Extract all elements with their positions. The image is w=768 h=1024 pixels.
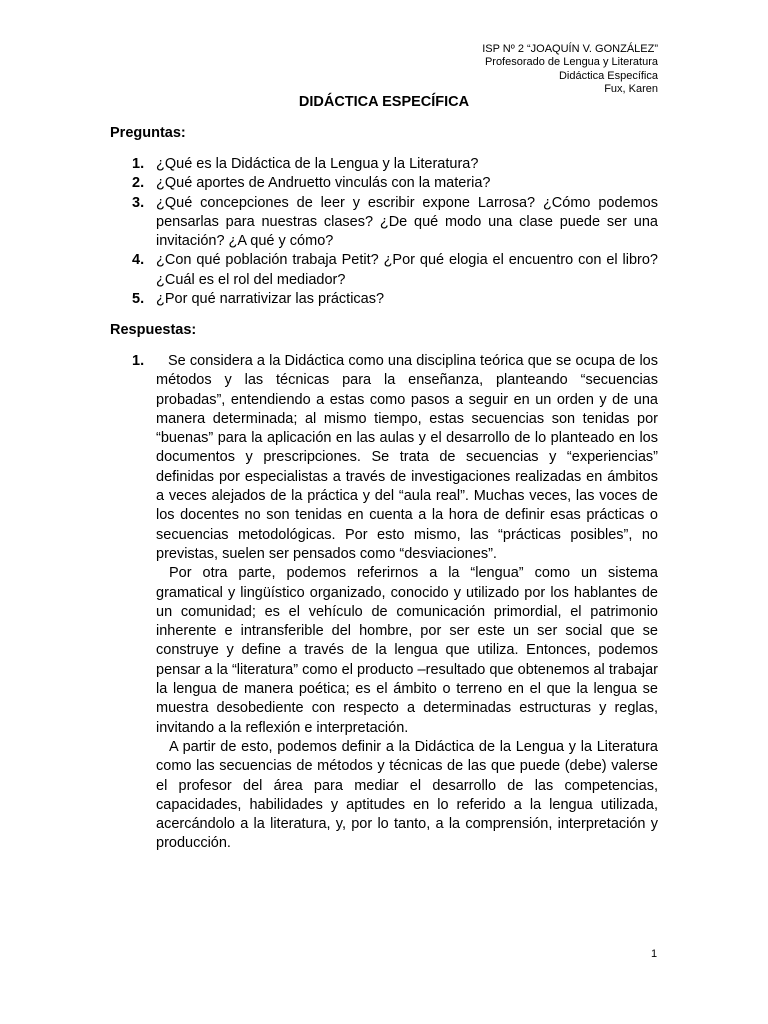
question-number: 5. <box>132 291 145 308</box>
answer-1 <box>110 352 658 854</box>
question-number: 3. <box>132 194 145 211</box>
header-author: Fux, Karen <box>604 82 658 95</box>
question-item <box>110 194 658 252</box>
document-title: DIDÁCTICA ESPECÍFICA <box>298 94 470 110</box>
question-item <box>110 174 658 193</box>
page-number: 1 <box>651 948 658 960</box>
answer-paragraph: Se considera a la Didáctica como una disciplina teórica que se ocupa de los métodos y las técnicas para la enseñanza, planteando “secuencias probadas”, entendiendo a estas como pasos a seguir en un orden y de una manera determinada; al mismo tiempo, estas secuencias son tenidas por “buenas” para la aplicación en las aulas y el desarrollo de lo planteado en los documentos y prescripciones. Se trata de secuencias y “experiencias” definidas por especialistas a través de investigaciones realizadas en ámbitos a veces alejados de la práctica y del “aula real”. Muchas veces, las voces de los docentes no son tenidas en cuenta a la hora de definir esas prácticas o secuencias metodológicas. Por esto mismo, las “prácticas posibles”, no previstas, suelen ser pensados como “desviaciones”. <box>156 353 658 562</box>
preguntas-heading: Preguntas: <box>110 125 186 141</box>
question-number: 4. <box>132 252 145 269</box>
questions-list <box>110 155 658 309</box>
question-number: 1. <box>132 156 145 172</box>
question-number: 2. <box>132 175 145 192</box>
question-text: ¿Qué es la Didáctica de la Lengua y la Literatura? <box>156 156 479 172</box>
question-item <box>110 290 658 309</box>
header-program: Profesorado de Lengua y Literatura <box>484 56 658 69</box>
respuestas-heading: Respuestas: <box>110 322 197 338</box>
document-header <box>482 43 658 96</box>
question-item <box>110 155 658 174</box>
question-text: ¿Qué concepciones de leer y escribir expone Larrosa? ¿Cómo podemos pensarlas para nuestras clases? ¿De qué modo una clase puede ser una invitación? ¿A qué y cómo? <box>156 194 658 250</box>
answer-body <box>156 352 658 854</box>
answer-paragraph: A partir de esto, podemos definir a la Didáctica de la Lengua y la Literatura como las secuencias de métodos y técnicas de las que puede (debe) valerse el profesor del área para mediar el desarrollo de las competencias, capacidades, habilidades y aptitudes en lo referido a la lengua utilizada, acercándolo a la literatura, y, por lo tanto, a la comprensión, interpretación y producción. <box>156 738 658 852</box>
header-subject: Didáctica Específica <box>558 69 658 82</box>
header-institution: ISP Nº 2 “JOAQUÍN V. GONZÁLEZ” <box>482 43 658 55</box>
question-item <box>110 251 658 290</box>
answer-number: 1. <box>132 353 145 369</box>
question-text: ¿Por qué narrativizar las prácticas? <box>156 291 385 308</box>
question-text: ¿Con qué población trabaja Petit? ¿Por qué elogia el encuentro con el libro? ¿Cuál es el rol del mediador? <box>156 252 658 288</box>
answer-paragraph: Por otra parte, podemos referirnos a la “lengua” como un sistema gramatical y lingüístico organizado, conocido y utilizado por los hablantes de un comunidad; es el vehículo de comunicación primordial, el patrimonio inherente e intransferible del hombre, por ser este un ser social que se construye y define a través de la lengua que utiliza. Entonces, podemos pensar a la “literatura” como el producto –resultado que obtenemos al trabajar la lengua de manera poética; es el ámbito o terreno en el que la lengua se muestra desobediente con respecto a determinadas estructuras y reglas, invitando a la reflexión e interpretación. <box>156 565 658 736</box>
question-text: ¿Qué aportes de Andruetto vinculás con la materia? <box>156 175 491 192</box>
